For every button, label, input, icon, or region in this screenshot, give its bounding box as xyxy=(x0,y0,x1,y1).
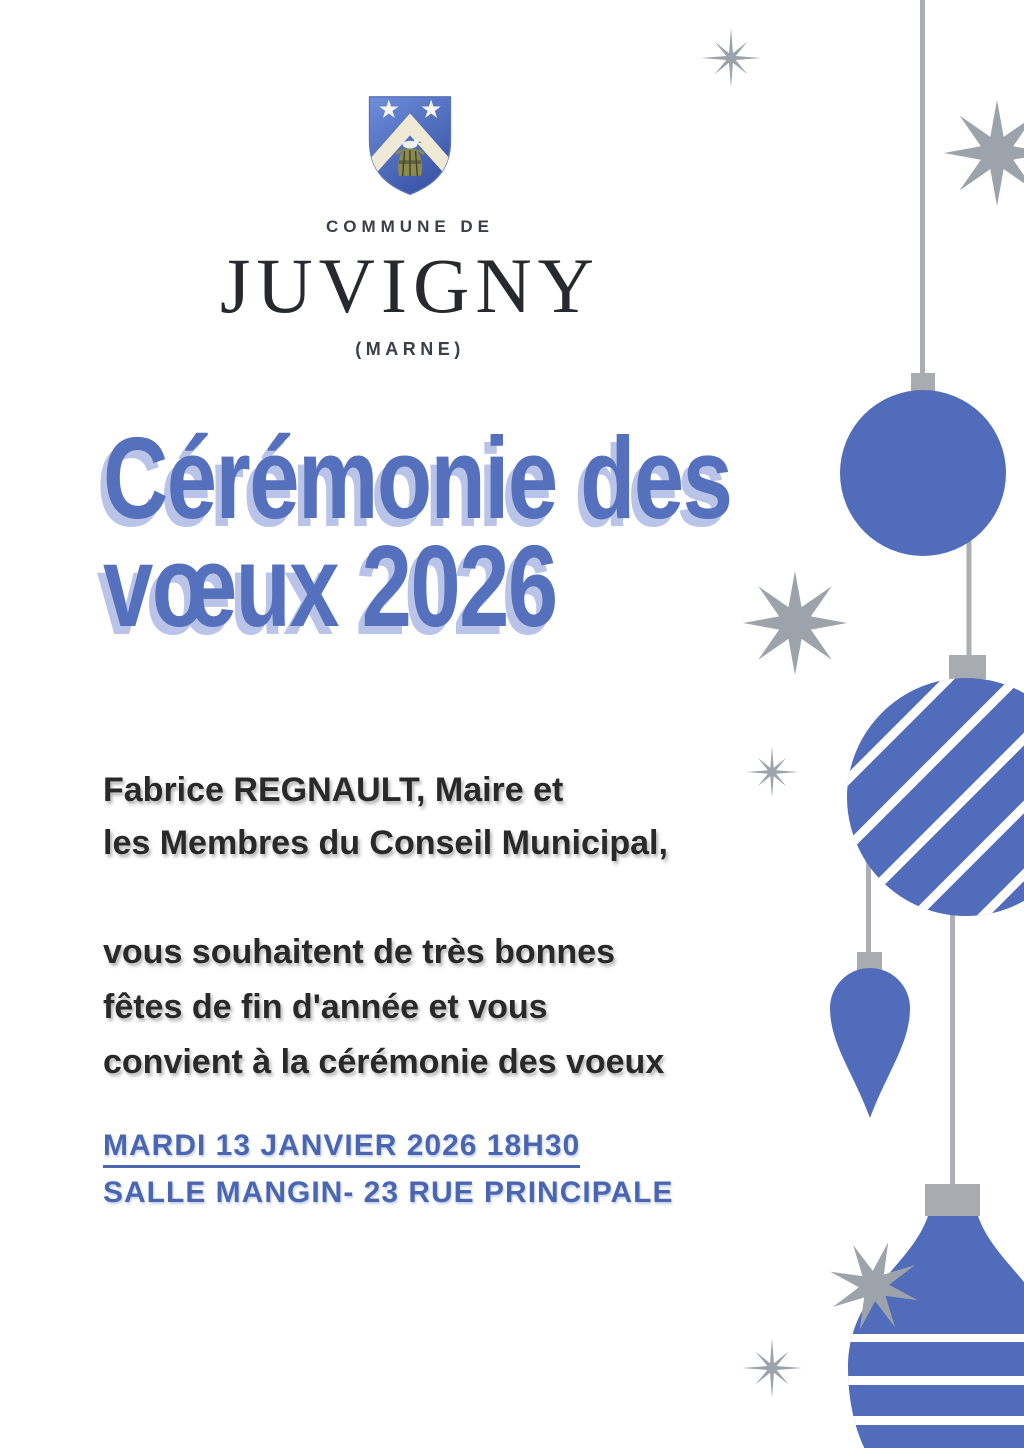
commune-logo xyxy=(103,93,717,360)
host-line1: Fabrice REGNAULT, Maire et xyxy=(103,771,564,809)
sparkle-icon xyxy=(701,28,761,88)
poster-title xyxy=(103,413,732,651)
invitation-line2: fêtes de fin d'année et vous xyxy=(103,988,548,1026)
poster-title-line1: Cérémonie des xyxy=(103,413,732,543)
department-label: (MARNE) xyxy=(355,339,465,359)
event-datetime: MARDI 13 JANVIER 2026 18H30 xyxy=(103,1122,823,1169)
teardrop-ornament xyxy=(830,968,910,1118)
coat-of-arms-icon xyxy=(364,93,456,199)
commune-label: COMMUNE DE xyxy=(325,217,495,236)
striped-drop-bauble-ornament xyxy=(820,1216,1024,1448)
event-details xyxy=(103,1122,823,1216)
bauble-cap xyxy=(949,655,986,679)
bauble-cap xyxy=(911,373,935,391)
invitation-paragraph xyxy=(103,925,823,1090)
event-venue: SALLE MANGIN- 23 RUE PRINCIPALE xyxy=(103,1176,674,1209)
poster-title-line2: vœux 2026 xyxy=(103,521,557,651)
striped-bauble-ornament xyxy=(795,626,1024,968)
bauble-cap xyxy=(925,1184,980,1216)
invitation-line3: convient à la cérémonie des voeux xyxy=(103,1043,665,1081)
bauble-cap xyxy=(857,952,882,970)
town-name: JUVIGNY xyxy=(220,242,600,329)
wheat-sheaf xyxy=(396,148,424,176)
host-paragraph xyxy=(103,764,823,870)
invitation-line1: vous souhaitent de très bonnes xyxy=(103,933,615,971)
star-icon xyxy=(743,571,847,675)
solid-bauble-ornament xyxy=(840,390,1006,556)
star-icon xyxy=(944,100,1024,206)
sparkle-icon xyxy=(742,1338,802,1398)
star-icon xyxy=(830,1242,918,1330)
host-line2: les Membres du Conseil Municipal, xyxy=(103,824,668,862)
